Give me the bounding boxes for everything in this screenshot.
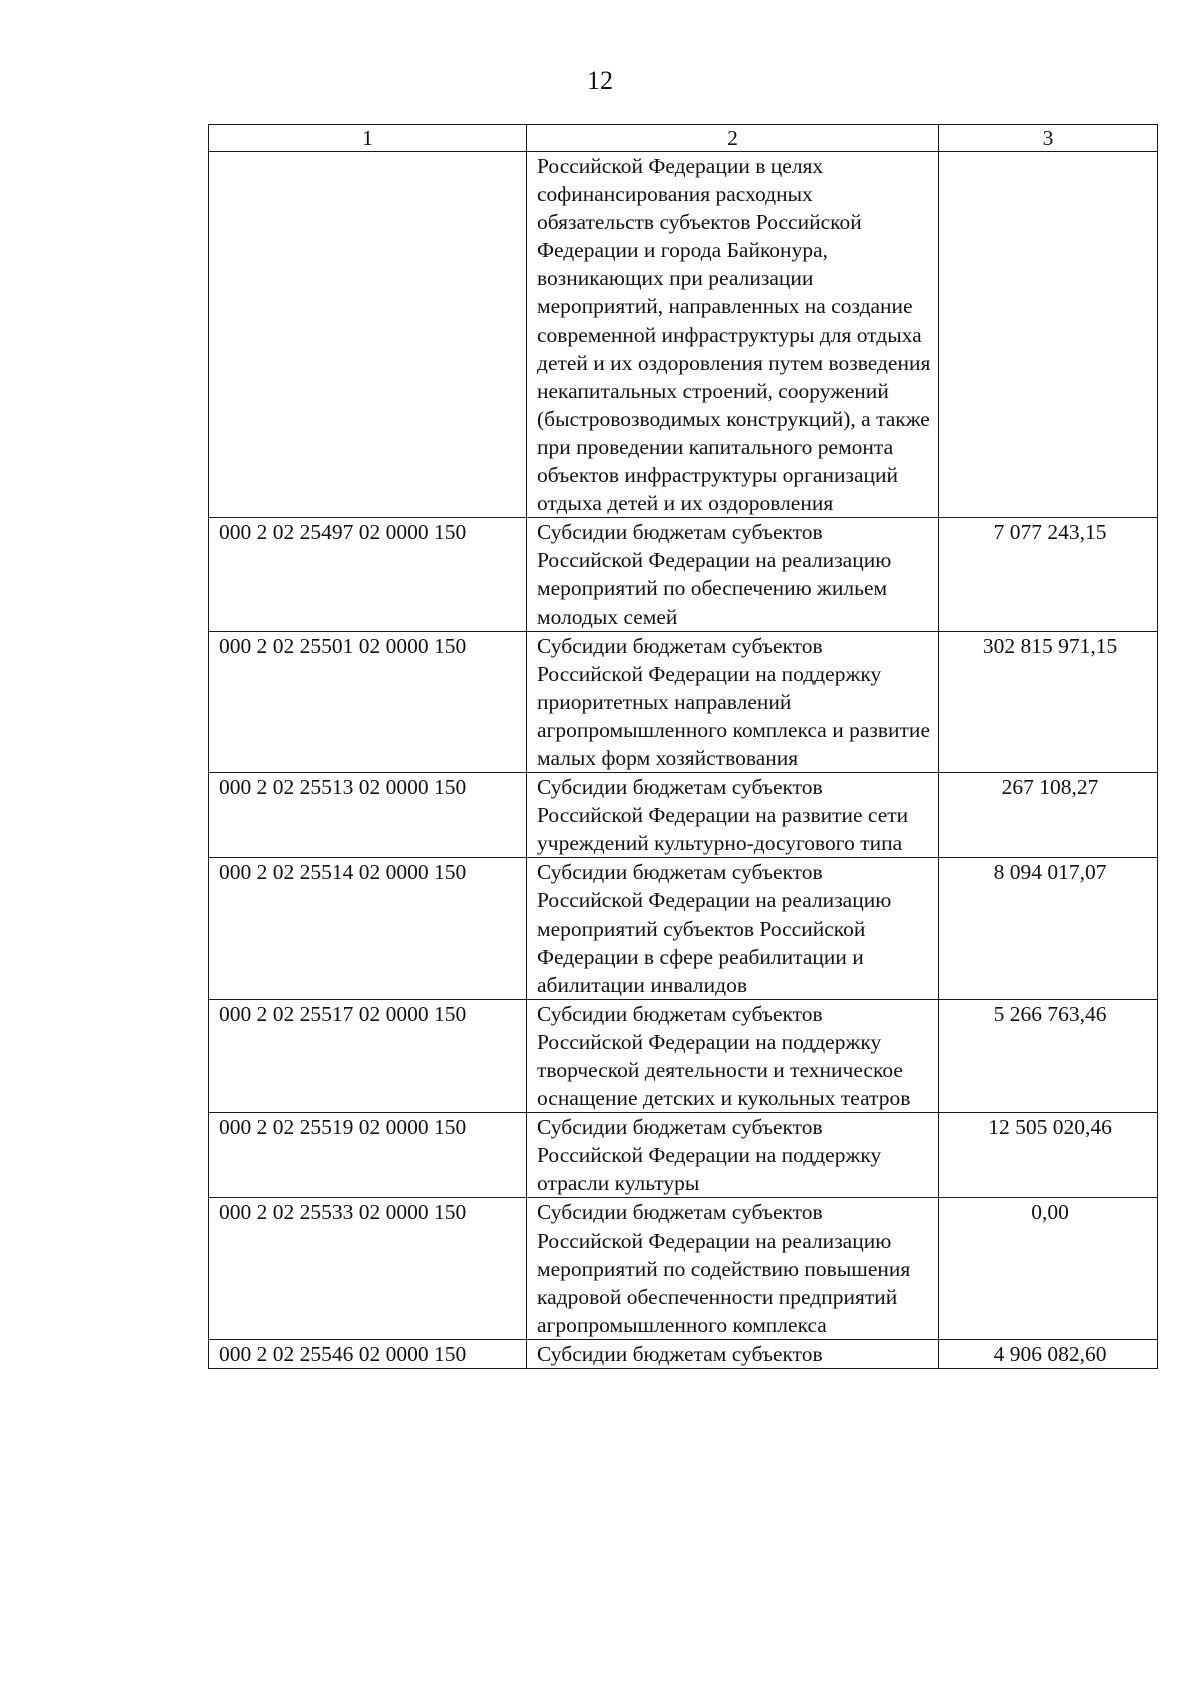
row-code: 000 2 02 25546 02 0000 150 xyxy=(209,1339,527,1368)
row-amount: 12 505 020,46 xyxy=(939,1113,1158,1198)
row-name: Субсидии бюджетам субъектов Российской Федерации на поддержку отрасли культуры xyxy=(527,1113,939,1198)
row-name: Субсидии бюджетам субъектов Российской Федерации на поддержку творческой деятельности и техническое оснащение детских и кукольных театров xyxy=(527,999,939,1112)
row-name: Субсидии бюджетам субъектов Российской Федерации на реализацию мероприятий по содействию повышения кадровой обеспеченности предприятий агропромышленного комплекса xyxy=(527,1198,939,1339)
row-amount xyxy=(939,152,1158,518)
row-name: Субсидии бюджетам субъектов Российской Федерации на реализацию мероприятий субъектов Российской Федерации в сфере реабилитации и абилитации инвалидов xyxy=(527,858,939,999)
page-number: 12 xyxy=(587,66,613,95)
row-code xyxy=(209,152,527,518)
table-row xyxy=(209,773,1158,858)
row-amount: 0,00 xyxy=(939,1198,1158,1339)
row-code: 000 2 02 25513 02 0000 150 xyxy=(209,773,527,858)
table-row xyxy=(209,631,1158,772)
row-code: 000 2 02 25501 02 0000 150 xyxy=(209,631,527,772)
row-name: Субсидии бюджетам субъектов xyxy=(527,1339,939,1368)
row-amount: 7 077 243,15 xyxy=(939,518,1158,631)
row-code: 000 2 02 25519 02 0000 150 xyxy=(209,1113,527,1198)
table-row xyxy=(209,518,1158,631)
row-name: Российской Федерации в целях софинансирования расходных обязательств субъектов Российской Федерации и города Байконура, возникающих при реализации мероприятий, направленных на создание современной инфраструктуры для отдыха детей и их оздоровления путем возведения некапитальных строений, сооружений (быстровозводимых конструкций), а также при проведении капитального ремонта объектов инфраструктуры организаций отдыха детей и их оздоровления xyxy=(527,152,939,518)
row-code: 000 2 02 25514 02 0000 150 xyxy=(209,858,527,999)
table-row xyxy=(209,1113,1158,1198)
row-code: 000 2 02 25533 02 0000 150 xyxy=(209,1198,527,1339)
row-amount: 8 094 017,07 xyxy=(939,858,1158,999)
column-header-amount: 3 xyxy=(939,125,1158,152)
row-name: Субсидии бюджетам субъектов Российской Федерации на поддержку приоритетных направлений агропромышленного комплекса и развитие малых форм хозяйствования xyxy=(527,631,939,772)
budget-revenue-table xyxy=(208,124,1158,1369)
table-row xyxy=(209,1339,1158,1368)
column-header-code: 1 xyxy=(209,125,527,152)
header-row xyxy=(209,125,1158,152)
row-name: Субсидии бюджетам субъектов Российской Федерации на развитие сети учреждений культурно-досугового типа xyxy=(527,773,939,858)
row-code: 000 2 02 25497 02 0000 150 xyxy=(209,518,527,631)
table-row xyxy=(209,152,1158,518)
row-amount: 5 266 763,46 xyxy=(939,999,1158,1112)
row-amount: 267 108,27 xyxy=(939,773,1158,858)
row-amount: 302 815 971,15 xyxy=(939,631,1158,772)
row-amount: 4 906 082,60 xyxy=(939,1339,1158,1368)
column-header-name: 2 xyxy=(527,125,939,152)
table-row xyxy=(209,1198,1158,1339)
table-row xyxy=(209,999,1158,1112)
table-row xyxy=(209,858,1158,999)
row-name: Субсидии бюджетам субъектов Российской Федерации на реализацию мероприятий по обеспечению жильем молодых семей xyxy=(527,518,939,631)
row-code: 000 2 02 25517 02 0000 150 xyxy=(209,999,527,1112)
